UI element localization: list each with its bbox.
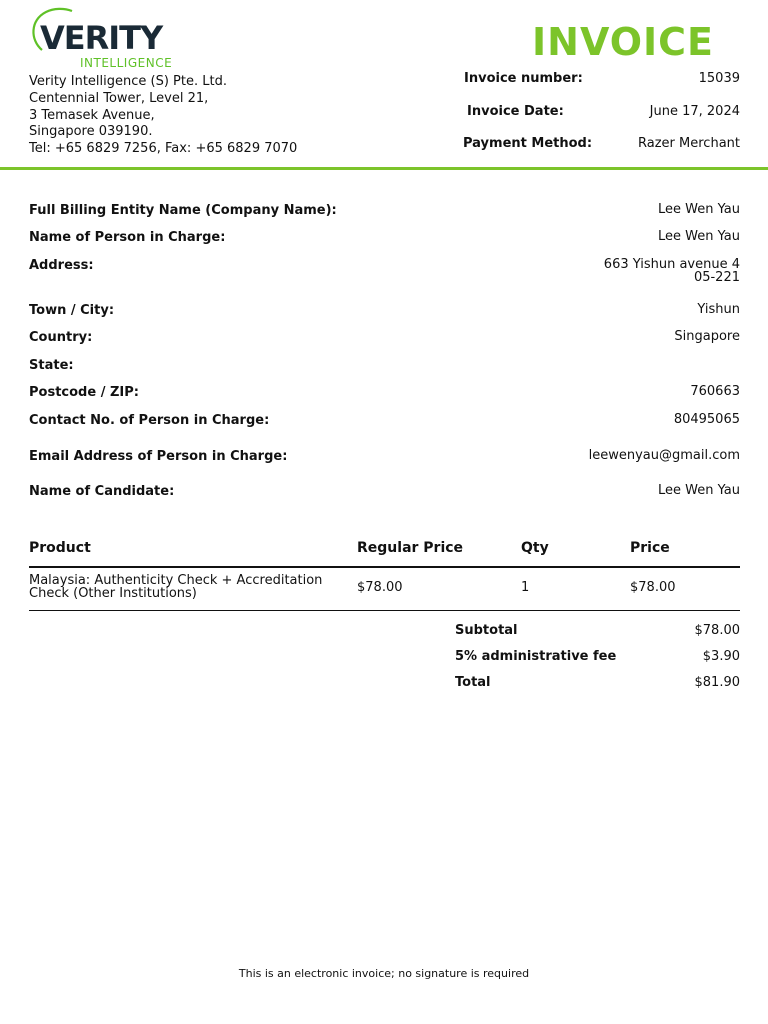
invoice-date-value: June 17, 2024 (649, 104, 740, 119)
country-row (29, 330, 740, 346)
product-name-line: Malaysia: Authenticity Check + Accreditation (29, 573, 323, 588)
candidate-row (29, 484, 740, 500)
logo-wordmark: VERITY (40, 19, 163, 57)
company-address (29, 74, 297, 158)
address-label: Address: (29, 258, 94, 273)
state-row (29, 358, 740, 374)
company-contact: Tel: +65 6829 7256, Fax: +65 6829 7070 (29, 141, 298, 157)
subtotal-value: $78.00 (694, 623, 740, 638)
person-in-charge-row (29, 230, 740, 246)
billing-entity-label: Full Billing Entity Name (Company Name): (29, 203, 337, 218)
column-header-price: Price (630, 540, 670, 556)
postcode-label: Postcode / ZIP: (29, 385, 139, 400)
product-name-line: Check (Other Institutions) (29, 586, 197, 601)
admin-fee-row (455, 649, 740, 665)
town-value: Yishun (697, 302, 740, 317)
contact-row (29, 413, 740, 429)
invoice-date-label: Invoice Date: (467, 104, 564, 119)
column-header-qty: Qty (521, 540, 549, 556)
payment-method-label: Payment Method: (463, 136, 593, 151)
total-label: Total (455, 675, 491, 690)
table-header-divider (29, 566, 740, 568)
company-name: Verity Intelligence (S) Pte. Ltd. (29, 74, 227, 89)
address-row (29, 258, 740, 286)
address-value (604, 258, 740, 284)
total-row (455, 675, 740, 691)
column-header-product: Product (29, 540, 91, 556)
subtotal-label: Subtotal (455, 623, 518, 638)
logo-subtitle: INTELLIGENCE (80, 56, 173, 70)
address-line: 663 Yishun avenue 4 (603, 257, 740, 272)
town-label: Town / City: (29, 303, 115, 318)
table-bottom-divider (29, 610, 740, 611)
product-table (29, 538, 740, 612)
person-in-charge-value: Lee Wen Yau (658, 229, 740, 244)
billing-entity-value: Lee Wen Yau (658, 202, 740, 217)
town-row (29, 303, 740, 319)
invoice-number-row (464, 71, 740, 87)
postcode-row (29, 385, 740, 401)
payment-method-row (463, 136, 740, 152)
email-row (29, 449, 740, 465)
invoice-title: INVOICE (532, 20, 714, 64)
product-cell (29, 574, 322, 600)
candidate-value: Lee Wen Yau (658, 483, 740, 498)
footer-note: This is an electronic invoice; no signature is required (238, 967, 530, 980)
payment-method-value: Razer Merchant (638, 136, 740, 151)
price-cell: $78.00 (630, 580, 676, 595)
candidate-label: Name of Candidate: (29, 484, 175, 499)
contact-label: Contact No. of Person in Charge: (29, 413, 270, 428)
contact-value: 80495065 (673, 412, 740, 427)
postcode-value: 760663 (690, 384, 740, 399)
company-address-line: 3 Temasek Avenue, (29, 107, 155, 123)
state-label: State: (29, 358, 74, 373)
header-divider (0, 167, 768, 170)
invoice-number-label: Invoice number: (464, 71, 583, 86)
invoice-date-row (467, 104, 740, 120)
total-value: $81.90 (694, 675, 740, 690)
email-value: leewenyau@gmail.com (588, 448, 740, 463)
address-line: 05-221 (693, 270, 740, 285)
regular-price-cell: $78.00 (357, 580, 403, 595)
email-label: Email Address of Person in Charge: (29, 449, 288, 464)
country-value: Singapore (674, 329, 740, 344)
company-logo (28, 6, 173, 72)
qty-cell: 1 (521, 580, 530, 595)
country-label: Country: (29, 330, 93, 345)
invoice-number-value: 15039 (698, 71, 740, 86)
column-header-regular-price: Regular Price (357, 540, 464, 556)
person-in-charge-label: Name of Person in Charge: (29, 230, 226, 245)
admin-fee-label: 5% administrative fee (455, 649, 617, 664)
company-address-line: Centennial Tower, Level 21, (29, 90, 209, 106)
company-address-line: Singapore 039190. (29, 124, 153, 140)
admin-fee-value: $3.90 (702, 649, 740, 664)
billing-entity-row (29, 203, 740, 219)
subtotal-row (455, 623, 740, 639)
